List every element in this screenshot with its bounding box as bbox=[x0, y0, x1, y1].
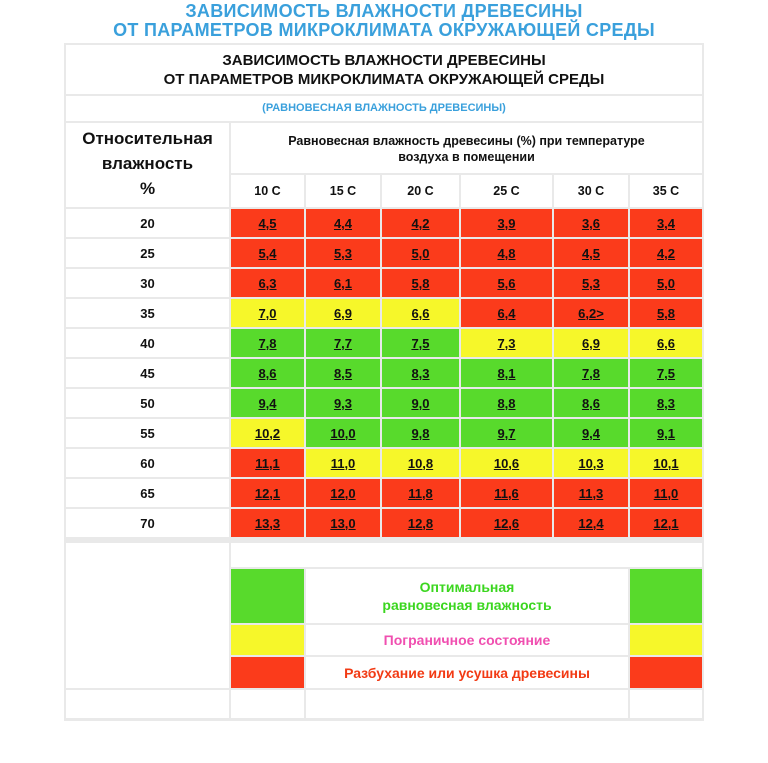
footer-blank-1 bbox=[231, 690, 304, 718]
cell-value: 5,3 bbox=[581, 275, 601, 291]
table-cell bbox=[461, 329, 552, 357]
cell-value: 8,6 bbox=[258, 365, 277, 381]
cell-value: 9,1 bbox=[656, 425, 676, 441]
rh-header-line-2: влажность bbox=[101, 154, 194, 173]
table-cell bbox=[461, 389, 552, 417]
cell-value: 12,1 bbox=[653, 515, 679, 531]
cell-value: 10,1 bbox=[653, 455, 679, 471]
page-title-line-2: ОТ ПАРАМЕТРОВ МИКРОКЛИМАТА ОКРУЖАЮЩЕЙ СРЕДЫ bbox=[113, 20, 655, 40]
cell-value: 5,0 bbox=[411, 245, 430, 261]
table-cell bbox=[306, 359, 380, 387]
table-cell bbox=[554, 359, 628, 387]
cell-value: 11,0 bbox=[653, 485, 679, 501]
table-cell bbox=[461, 239, 552, 267]
legend-label: Пограничное состояние bbox=[306, 625, 628, 655]
column-header-temp: 20 С bbox=[382, 175, 459, 207]
column-header-temp: 30 С bbox=[554, 175, 628, 207]
cell-value: 11,0 bbox=[330, 455, 356, 471]
legend-swatch-left bbox=[231, 657, 304, 688]
table-cell bbox=[554, 209, 628, 237]
cell-value: 9,8 bbox=[411, 425, 430, 441]
cell-value: 5,3 bbox=[333, 245, 353, 261]
row-label-rh: 70 bbox=[66, 509, 229, 537]
table-cell bbox=[231, 449, 304, 477]
cell-value: 12,6 bbox=[493, 515, 520, 531]
cell-value: 6,4 bbox=[497, 305, 516, 321]
table-cell bbox=[382, 419, 459, 447]
table-title-line-2: ОТ ПАРАМЕТРОВ МИКРОКЛИМАТА ОКРУЖАЮЩЕЙ СРЕДЫ bbox=[163, 71, 605, 88]
table-cell bbox=[306, 479, 380, 507]
cell-value: 4,5 bbox=[258, 215, 277, 231]
legend-label: Разбухание или усушка древесины bbox=[306, 657, 628, 688]
temperature-header-line-1: Равновесная влажность древесины (%) при температуре bbox=[288, 134, 645, 148]
cell-value: 8,1 bbox=[497, 365, 516, 381]
table-cell bbox=[306, 239, 380, 267]
table-cell bbox=[306, 449, 380, 477]
legend-swatch-right bbox=[630, 569, 702, 623]
table-cell bbox=[382, 329, 459, 357]
legend-swatch-left bbox=[231, 569, 304, 623]
cell-value: 13,3 bbox=[254, 515, 281, 531]
table-cell bbox=[231, 479, 304, 507]
cell-value: 11,6 bbox=[494, 485, 519, 501]
table-cell bbox=[231, 389, 304, 417]
row-label-rh: 20 bbox=[66, 209, 229, 237]
cell-value: 4,4 bbox=[333, 215, 353, 231]
cell-value: 6,9 bbox=[581, 335, 601, 351]
cell-value: 6,6 bbox=[411, 305, 430, 321]
table-cell bbox=[231, 359, 304, 387]
table-cell bbox=[231, 329, 304, 357]
legend-swatch-left bbox=[231, 625, 304, 655]
table-cell bbox=[630, 209, 702, 237]
table-cell bbox=[382, 479, 459, 507]
table-cell bbox=[630, 359, 702, 387]
table-cell bbox=[382, 359, 459, 387]
cell-value: 10,8 bbox=[407, 455, 434, 471]
cell-value: 8,3 bbox=[656, 395, 676, 411]
cell-value: 6,2> bbox=[578, 305, 604, 321]
rh-header-line-1: Относительная bbox=[82, 129, 213, 148]
cell-value: 7,8 bbox=[258, 335, 277, 351]
cell-value: 11,1 bbox=[255, 455, 280, 471]
table-cell bbox=[630, 329, 702, 357]
table-cell bbox=[630, 479, 702, 507]
legend-label: Оптимальная равновесная влажность bbox=[306, 569, 628, 623]
column-header-temp: 15 С bbox=[306, 175, 380, 207]
table-cell bbox=[630, 269, 702, 297]
cell-value: 10,3 bbox=[578, 455, 604, 471]
row-label-rh: 65 bbox=[66, 479, 229, 507]
table-cell bbox=[306, 329, 380, 357]
cell-value: 9,7 bbox=[497, 425, 516, 441]
legend-swatch-right bbox=[630, 625, 702, 655]
cell-value: 8,3 bbox=[411, 365, 430, 381]
cell-value: 13,0 bbox=[330, 515, 356, 531]
table-cell bbox=[461, 449, 552, 477]
footer-blank-left bbox=[66, 690, 229, 718]
cell-value: 9,0 bbox=[411, 395, 430, 411]
cell-value: 7,8 bbox=[581, 365, 601, 381]
row-label-rh: 30 bbox=[66, 269, 229, 297]
footer-blank-3 bbox=[630, 690, 702, 718]
table-cell bbox=[306, 299, 380, 327]
cell-value: 10,6 bbox=[493, 455, 520, 471]
cell-value: 5,4 bbox=[258, 245, 277, 261]
cell-value: 8,6 bbox=[581, 395, 601, 411]
cell-value: 4,2 bbox=[656, 245, 676, 261]
table-cell bbox=[461, 419, 552, 447]
table-cell bbox=[382, 299, 459, 327]
table-cell bbox=[231, 209, 304, 237]
table-cell bbox=[461, 209, 552, 237]
cell-value: 4,2 bbox=[411, 215, 430, 231]
table-cell bbox=[306, 269, 380, 297]
page-title bbox=[0, 2, 768, 40]
table-cell bbox=[382, 389, 459, 417]
cell-value: 9,4 bbox=[581, 425, 601, 441]
table-cell bbox=[554, 419, 628, 447]
cell-value: 9,4 bbox=[258, 395, 277, 411]
cell-value: 6,9 bbox=[333, 305, 353, 321]
cell-value: 7,5 bbox=[656, 365, 676, 381]
rh-header-line-3: % bbox=[139, 179, 156, 198]
table-cell bbox=[461, 509, 552, 537]
table-cell bbox=[382, 209, 459, 237]
table-cell bbox=[382, 269, 459, 297]
legend-left-blank bbox=[66, 543, 229, 688]
table-cell bbox=[461, 359, 552, 387]
table-cell bbox=[461, 269, 552, 297]
row-label-rh: 40 bbox=[66, 329, 229, 357]
column-header-temp: 35 С bbox=[630, 175, 702, 207]
page-title-line-1: ЗАВИСИМОСТЬ ВЛАЖНОСТИ ДРЕВЕСИНЫ bbox=[185, 1, 583, 21]
column-header-temp: 10 С bbox=[231, 175, 304, 207]
temperature-header bbox=[231, 123, 702, 173]
cell-value: 11,3 bbox=[578, 485, 604, 501]
table-title-line-1: ЗАВИСИМОСТЬ ВЛАЖНОСТИ ДРЕВЕСИНЫ bbox=[222, 52, 546, 69]
cell-value: 7,7 bbox=[333, 335, 353, 351]
cell-value: 6,3 bbox=[258, 275, 277, 291]
table-title bbox=[66, 45, 702, 94]
table-cell bbox=[554, 269, 628, 297]
table-cell bbox=[554, 329, 628, 357]
table-cell bbox=[554, 239, 628, 267]
table-cell bbox=[554, 479, 628, 507]
cell-value: 6,6 bbox=[656, 335, 676, 351]
cell-value: 3,6 bbox=[581, 215, 601, 231]
cell-value: 5,0 bbox=[656, 275, 676, 291]
temperature-header-line-2: воздуха в помещении bbox=[398, 150, 535, 164]
humidity-table bbox=[64, 43, 704, 721]
row-label-rh: 25 bbox=[66, 239, 229, 267]
table-cell bbox=[382, 509, 459, 537]
cell-value: 5,8 bbox=[656, 305, 676, 321]
table-cell bbox=[382, 239, 459, 267]
cell-value: 12,8 bbox=[407, 515, 434, 531]
cell-value: 5,6 bbox=[497, 275, 516, 291]
cell-value: 12,1 bbox=[254, 485, 281, 501]
cell-value: 10,0 bbox=[330, 425, 356, 441]
cell-value: 3,9 bbox=[497, 215, 516, 231]
table-cell bbox=[461, 299, 552, 327]
table-subtitle: (РАВНОВЕСНАЯ ВЛАЖНОСТЬ ДРЕВЕСИНЫ) bbox=[66, 96, 702, 121]
table-cell bbox=[231, 509, 304, 537]
row-label-rh: 60 bbox=[66, 449, 229, 477]
table-cell bbox=[554, 509, 628, 537]
cell-value: 12,4 bbox=[578, 515, 604, 531]
column-header-temp: 25 С bbox=[461, 175, 552, 207]
cell-value: 10,2 bbox=[254, 425, 281, 441]
cell-value: 4,8 bbox=[497, 245, 516, 261]
legend-swatch-right bbox=[630, 657, 702, 688]
cell-value: 11,8 bbox=[408, 485, 433, 501]
row-label-rh: 35 bbox=[66, 299, 229, 327]
table-cell bbox=[231, 419, 304, 447]
table-cell bbox=[554, 299, 628, 327]
cell-value: 7,5 bbox=[411, 335, 430, 351]
cell-value: 9,3 bbox=[333, 395, 353, 411]
table-cell bbox=[231, 269, 304, 297]
table-cell bbox=[630, 389, 702, 417]
cell-value: 12,0 bbox=[330, 485, 356, 501]
table-cell bbox=[231, 239, 304, 267]
table-cell bbox=[630, 239, 702, 267]
cell-value: 6,1 bbox=[333, 275, 353, 291]
row-label-rh: 50 bbox=[66, 389, 229, 417]
table-cell bbox=[461, 479, 552, 507]
table-cell bbox=[382, 449, 459, 477]
table-cell bbox=[554, 389, 628, 417]
cell-value: 5,8 bbox=[411, 275, 430, 291]
row-label-rh: 45 bbox=[66, 359, 229, 387]
cell-value: 7,0 bbox=[258, 305, 277, 321]
table-cell bbox=[306, 419, 380, 447]
table-cell bbox=[630, 419, 702, 447]
row-label-rh: 55 bbox=[66, 419, 229, 447]
cell-value: 4,5 bbox=[581, 245, 601, 261]
table-cell bbox=[630, 299, 702, 327]
cell-value: 3,4 bbox=[656, 215, 676, 231]
legend-spacer bbox=[231, 543, 702, 567]
cell-value: 7,3 bbox=[497, 335, 516, 351]
cell-value: 8,5 bbox=[333, 365, 353, 381]
table-cell bbox=[554, 449, 628, 477]
table-cell bbox=[630, 509, 702, 537]
footer-blank-2 bbox=[306, 690, 628, 718]
table-cell bbox=[306, 509, 380, 537]
table-cell bbox=[630, 449, 702, 477]
table-cell bbox=[306, 389, 380, 417]
table-cell bbox=[231, 299, 304, 327]
cell-value: 8,8 bbox=[497, 395, 516, 411]
table-cell bbox=[306, 209, 380, 237]
rh-column-header bbox=[66, 123, 229, 207]
